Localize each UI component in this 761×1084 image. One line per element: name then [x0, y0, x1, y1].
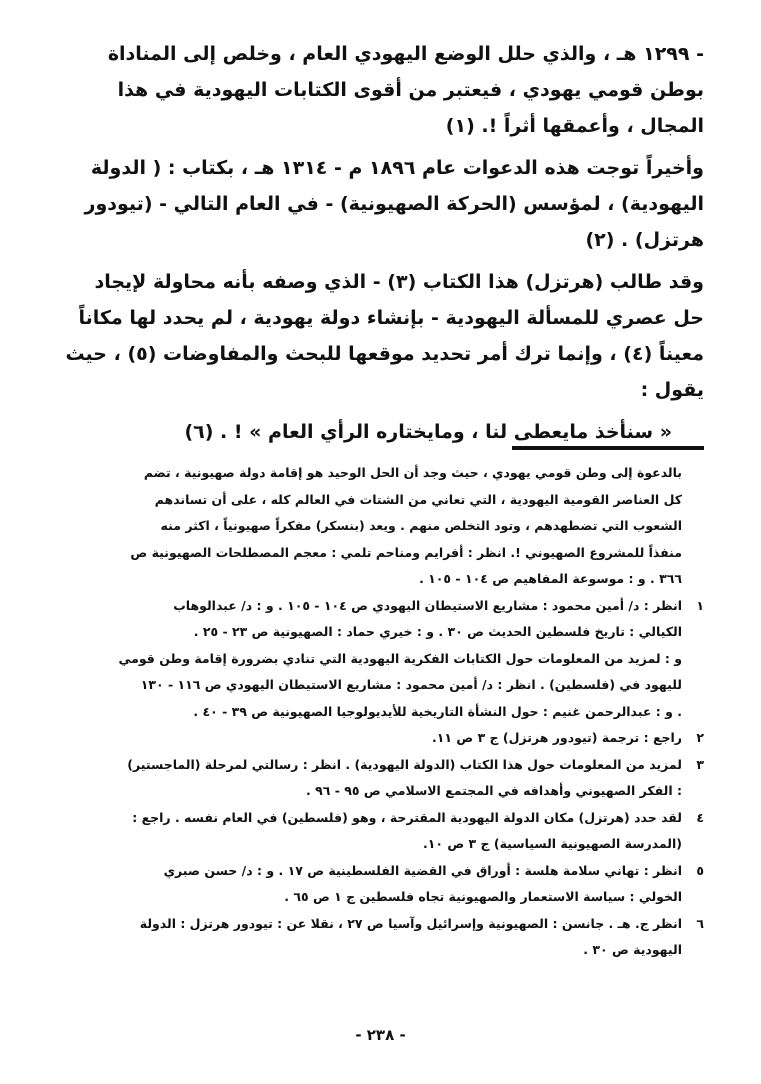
- footnote-line: الشعوب التي تضطهدهم ، وتود التخلص منهم . ويعد (بنسكر) مفكراً صهيونياً ، اكثر منه: [160, 518, 682, 533]
- text-line: معيناً (٤) ، وإنما ترك أمر تحديد موقعها للبحث والمفاوضات (٥) ، حيث: [65, 343, 704, 365]
- footnote-4: [56, 805, 704, 858]
- footnote-line: : الفكر الصهيوني وأهدافه في المجتمع الاسلامي ص ٩٥ - ٩٦ .: [306, 783, 682, 798]
- footnote-line: بالدعوة إلى وطن قومي يهودي ، حيث وجد أن الحل الوحيد هو إقامة دولة صهيونية ، تضم: [143, 465, 682, 480]
- footnote-line: انظر : د/ أمين محمود : مشاريع الاستيطان اليهودي ص ١٠٤ - ١٠٥ . و : د/ عبدالوهاب: [173, 597, 682, 613]
- text-line: - ١٢٩٩ هـ ، والذي حلل الوضع اليهودي العام ، وخلص إلى المناداة: [107, 43, 704, 65]
- footnote-line: لمزيد من المعلومات حول هذا الكتاب (الدولة اليهودية) . انظر : رسالتي لمرحلة (الماجستير): [127, 756, 682, 772]
- text-line: هرتزل) . (٢): [585, 229, 704, 251]
- footnote-number: ٦: [696, 915, 704, 931]
- block-quote: « سنأخذ مايعطى لنا ، ومايختاره الرأي العام » ! . (٦): [184, 421, 672, 443]
- text-line: حل عصري للمسألة اليهودية - بإنشاء دولة يهودية ، لم يحدد لها مكاناً: [78, 307, 704, 329]
- footnote-number: ٤: [696, 809, 704, 825]
- footnote-line: . و : عبدالرحمن غنيم : حول النشأة التاريخية للأيديولوجيا الصهيونية ص ٣٩ - ٤٠ .: [193, 703, 682, 719]
- footnotes: [56, 460, 704, 964]
- footnote-number: ٣: [696, 756, 704, 772]
- footnote-2: [56, 725, 704, 752]
- paragraph: [56, 264, 704, 408]
- footnote-line: راجع : ترجمة (تيودور هرتزل) ج ٣ ص ١١.: [432, 730, 682, 745]
- footnote-line: منفذاً للمشروع الصهيوني !. انظر : أفرايم ومناحم تلمي : معجم المصطلحات الصهيونية ص: [130, 544, 682, 560]
- footnote-line: لقد حدد (هرتزل) مكان الدولة اليهودية المقترحة ، وهو (فلسطين) في العام نفسه . راجع :: [132, 809, 682, 825]
- footnote-line: (المدرسة الصهيونية السياسية) ج ٣ ص ١٠.: [422, 836, 682, 851]
- text-line: يقول :: [640, 379, 704, 401]
- footnote-line: انظر : تهاني سلامة هلسة : أوراق في القضية الفلسطينية ص ١٧ . و : د/ حسن صبري: [163, 862, 682, 878]
- footnote-line: انظر ج. هـ . جانسن : الصهيونية وإسرائيل وآسيا ص ٢٧ ، نقلا عن : تيودور هرتزل : الدولة: [139, 915, 682, 931]
- footnote-line: الكيالي : تاريخ فلسطين الحديث ص ٣٠ . و : خيري حماد : الصهيونية ص ٢٣ - ٢٥ .: [193, 624, 682, 639]
- text-line: وقد طالب (هرتزل) هذا الكتاب (٣) - الذي وصفه بأنه محاولة لإيجاد: [94, 271, 704, 293]
- footnote-number: ٥: [696, 862, 704, 878]
- footnote-continuation: [56, 460, 704, 593]
- footnote-line: لليهود في (فلسطين) . انظر : د/ أمين محمود : مشاريع الاستيطان اليهودي ص ١١٦ - ١٣٠: [140, 677, 682, 692]
- footnote-5: [56, 858, 704, 911]
- text-line: وأخيراً توجت هذه الدعوات عام ١٨٩٦ م - ١٣١٤ هـ ، بكتاب : ( الدولة: [90, 157, 704, 179]
- footnote-number: ٢: [696, 730, 704, 745]
- text-line: المجال ، وأعمقها أثراً !. (١): [445, 115, 704, 137]
- footnote-line: الخولي : سياسة الاستعمار والصهيونية تجاه فلسطين ج ١ ص ٦٥ .: [284, 889, 682, 904]
- footnote-line: كل العناصر القومية اليهودية ، التي تعاني من الشتات في العالم كله ، على أن تساندهم: [154, 491, 682, 507]
- footnote-6: [56, 911, 704, 964]
- footnote-line: و : لمزيد من المعلومات حول الكتابات الفكرية اليهودية التي تنادي بضرورة إقامة وطن قومي: [118, 650, 682, 666]
- text-line: بوطن قومي يهودي ، فيعتبر من أقوى الكتابات اليهودية في هذا: [117, 79, 704, 101]
- footnote-number: ١: [696, 597, 704, 613]
- paragraph: [56, 150, 704, 258]
- footnote-1: [56, 593, 704, 726]
- footnote-separator: [512, 446, 704, 450]
- footnote-3: [56, 752, 704, 805]
- main-text: [56, 36, 704, 450]
- page-number: - ٢٣٨ -: [355, 1026, 406, 1044]
- footnote-line: ٣٦٦ . و : موسوعة المفاهيم ص ١٠٤ - ١٠٥ .: [419, 571, 682, 586]
- footnote-line: اليهودية ص ٣٠ .: [583, 942, 682, 957]
- text-line: اليهودية) ، لمؤسس (الحركة الصهيونية) - في العام التالي - (تيودور: [84, 193, 704, 215]
- paragraph: [56, 36, 704, 144]
